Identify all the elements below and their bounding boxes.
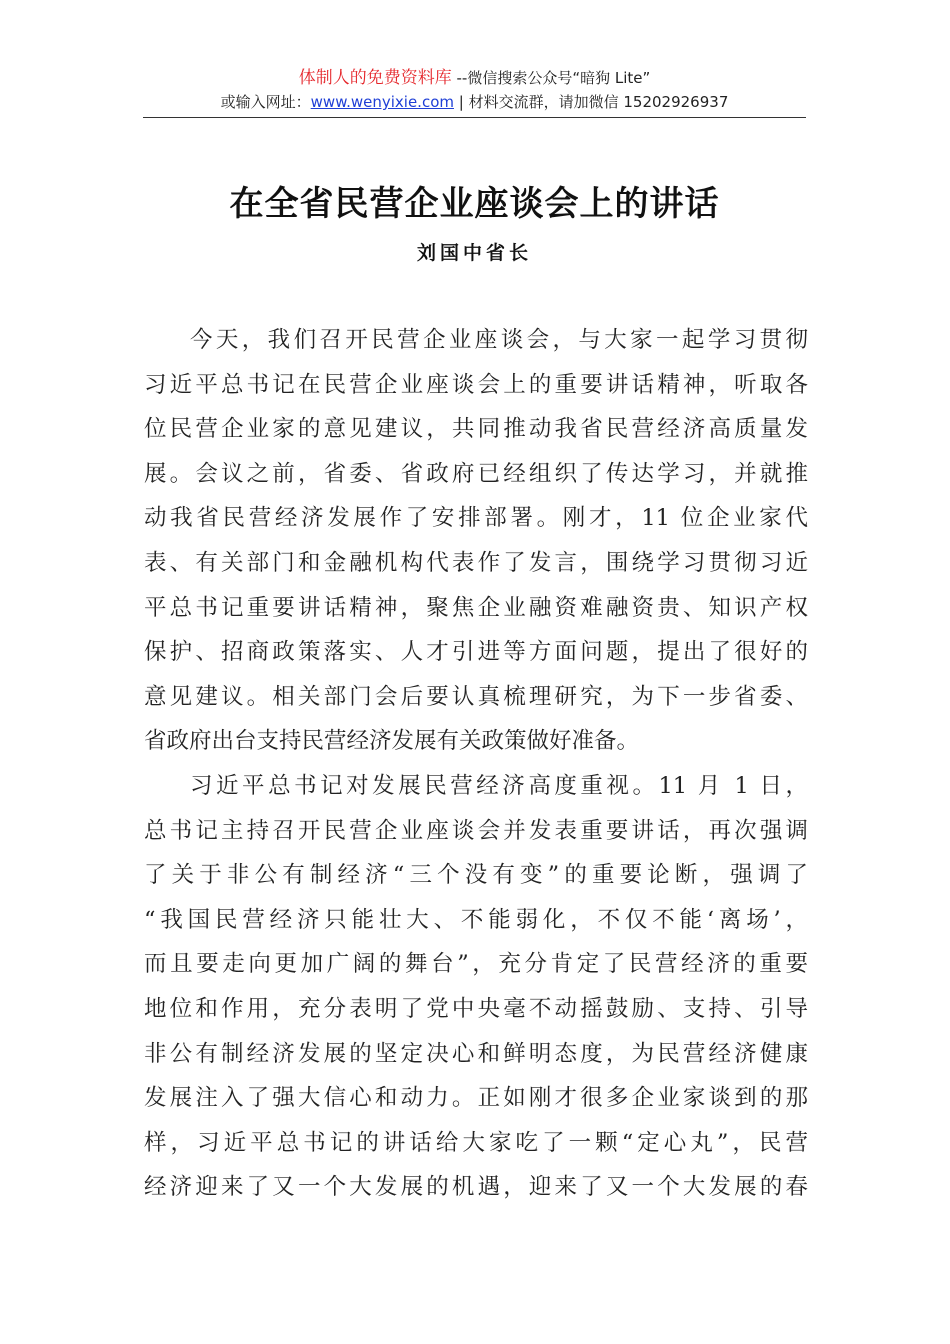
text-line: 省政府出台支持民营经济发展有关政策做好准备。 — [144, 728, 640, 755]
group-contact-text: 材料交流群，请加微信 15202926937 — [468, 93, 729, 111]
text-line: 动我省民营经济发展作了安排部署。刚才，11 位企业家代 — [144, 505, 808, 532]
header-line-2 — [143, 90, 806, 114]
page-header — [143, 66, 806, 114]
text-line: 而且要走向更加广阔的舞台”，充分肯定了民营经济的重要 — [144, 951, 808, 978]
text-line: 位民营企业家的意见建议，共同推动我省民营经济高质量发 — [144, 416, 808, 443]
wechat-search-text: --微信搜索公众号“暗狗 Lite” — [456, 69, 651, 87]
paragraph-2 — [144, 764, 808, 1210]
document-body — [144, 318, 808, 1210]
text-line: 保护、招商政策落实、人才引进等方面问题，提出了很好的 — [144, 639, 808, 666]
text-line: 了关于非公有制经济“三个没有变”的重要论断，强调了 — [144, 862, 808, 889]
text-line: 意见建议。相关部门会后要认真梳理研究，为下一步省委、 — [144, 683, 808, 710]
text-line: 表、有关部门和金融机构代表作了发言，围绕学习贯彻习近 — [144, 549, 808, 576]
text-line: 地位和作用，充分表明了党中央毫不动摇鼓励、支持、引导 — [144, 995, 808, 1022]
header-line-1 — [143, 66, 806, 90]
text-line: 平总书记重要讲话精神，聚焦企业融资难融资贵、知识产权 — [144, 594, 808, 621]
website-link[interactable]: www.wenyixie.com — [310, 93, 454, 111]
text-line: 今天，我们召开民营企业座谈会，与大家一起学习贯彻 — [190, 327, 808, 353]
document-title: 在全省民营企业座谈会上的讲话 — [229, 184, 720, 224]
text-line: 习近平总书记对发展民营经济高度重视。11 月 1 日， — [190, 772, 808, 799]
paragraph-1 — [144, 318, 808, 764]
brand-text: 体制人的免费资料库 — [298, 68, 452, 88]
text-line: 经济迎来了又一个大发展的机遇，迎来了又一个大发展的春 — [144, 1174, 808, 1201]
text-line: 发展注入了强大信心和动力。正如刚才很多企业家谈到的那 — [144, 1085, 808, 1112]
url-prefix: 或输入网址： — [220, 93, 311, 111]
text-line: 习近平总书记在民营企业座谈会上的重要讲话精神，听取各 — [144, 371, 808, 398]
text-line: 总书记主持召开民营企业座谈会并发表重要讲话，再次强调 — [144, 817, 808, 844]
header-divider — [143, 117, 806, 118]
document-author: 刘国中省长 — [416, 242, 532, 264]
header-separator: | — [458, 93, 464, 111]
text-line: 样，习近平总书记的讲话给大家吃了一颗“定心丸”，民营 — [144, 1129, 808, 1156]
text-line: 展。会议之前，省委、省政府已经组织了传达学习，并就推 — [144, 460, 808, 487]
text-line: 非公有制经济发展的坚定决心和鲜明态度，为民营经济健康 — [144, 1040, 808, 1067]
text-line: “我国民营经济只能壮大、不能弱化，不仅不能‘离场’， — [144, 906, 808, 933]
